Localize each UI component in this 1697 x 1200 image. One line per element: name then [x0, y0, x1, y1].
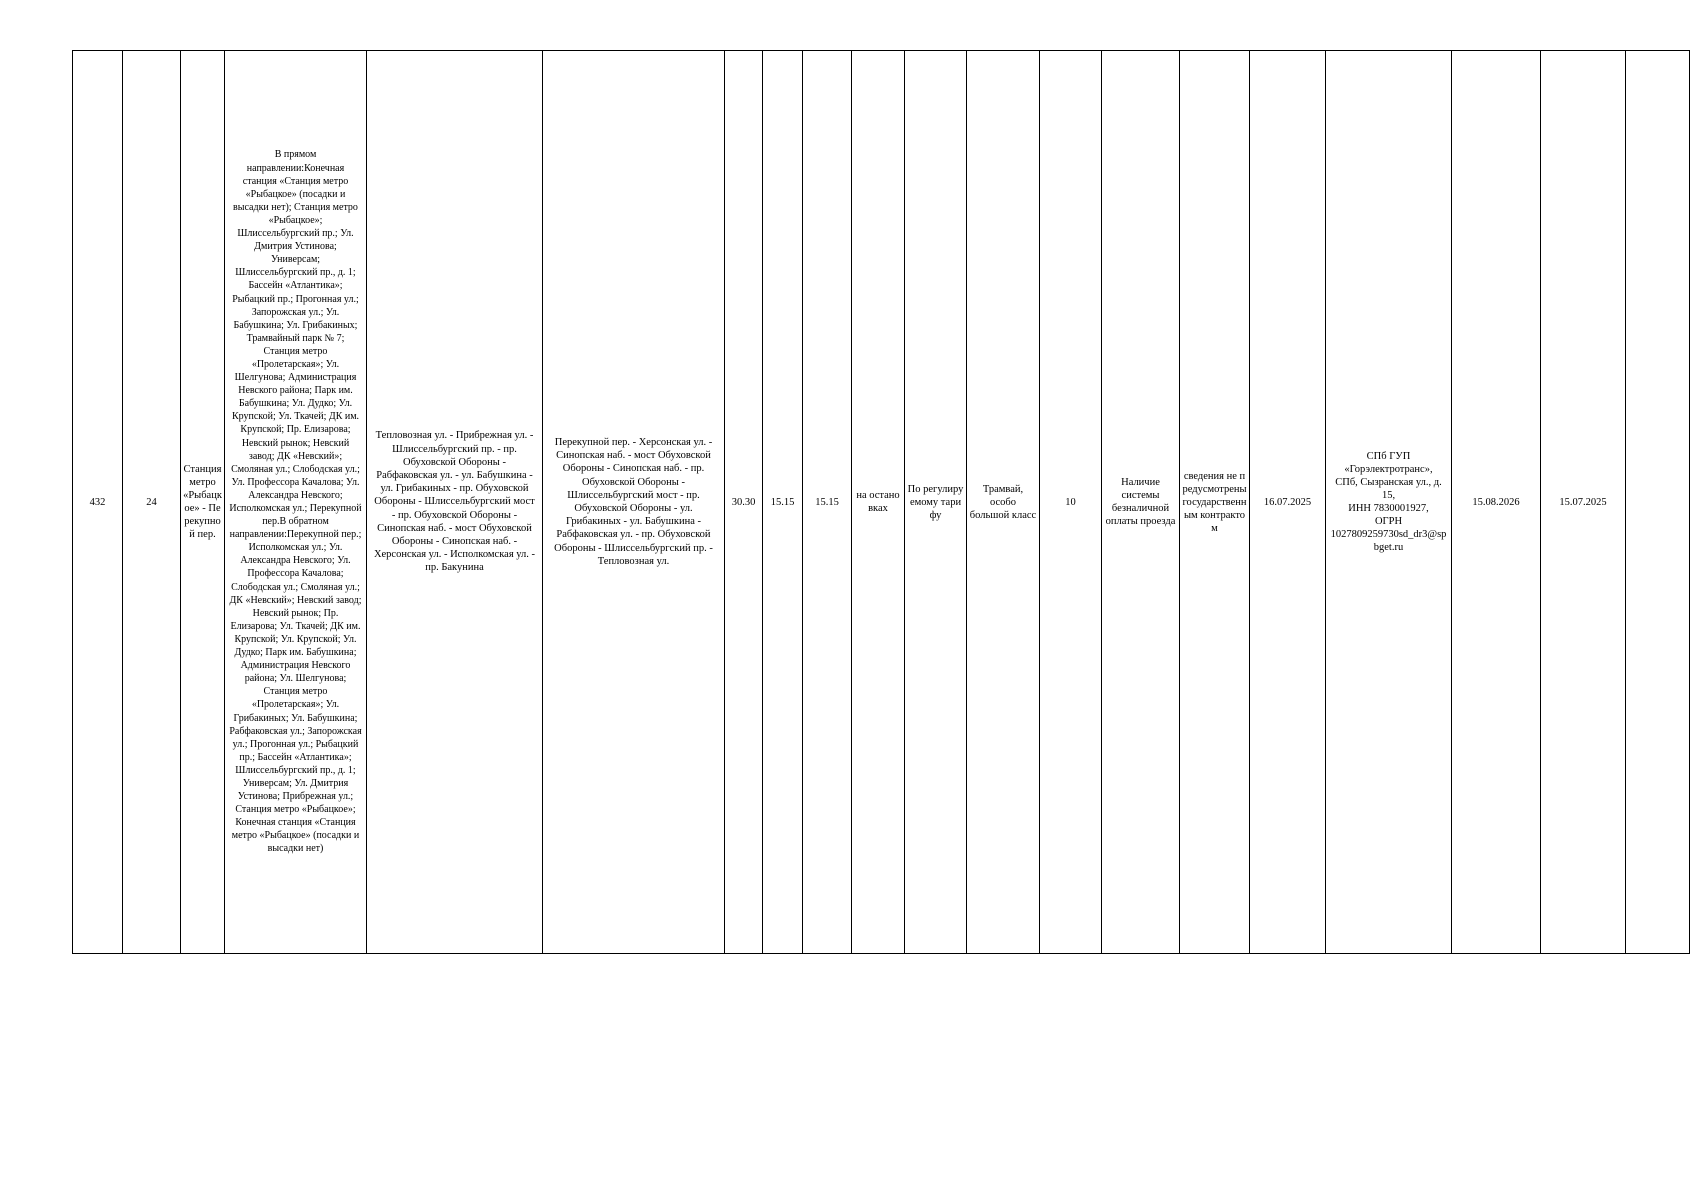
length-total-cell: 30.30	[725, 51, 763, 954]
length-backward-cell: 15.15	[803, 51, 852, 954]
route-number-cell: 24	[123, 51, 181, 954]
decision-date-cell: 15.07.2025	[1541, 51, 1626, 954]
tariff-cell: По регулируемому тарифу	[905, 51, 967, 954]
registry-number-cell: 432	[73, 51, 123, 954]
stops-list-cell: В прямом направлении:Конечная станция «Станция метро «Рыбацкое» (посадки и высадки нет); Станция метро «Рыбацкое»; Шлиссельбургский пр.; Ул. Дмитрия Устинова; Универсам; Шлиссельбургский пр., д. 1; Бассейн «Атлантика»; Рыбацкий пр.; Прогонная ул.; Запорожская ул.; Ул. Бабушкина; Ул. Грибакиных; Трамвайный парк № 7; Станция метро «Пролетарская»; Ул. Шелгунова; Администрация Невского района; Парк им. Бабушкина; Ул. Дудко; Ул. Крупской; Ул. Ткачей; ДК им. Крупской; Пр. Елизарова; Невский рынок; Невский завод; ДК «Невский»; Смоляная ул.; Слободская ул.; Ул. Профессора Качалова; Ул. Александра Невского; Исполкомская ул.; Перекупной пер.В обратном направлении:Перекупной пер.; Исполкомская ул.; Ул. Александра Невского; Ул. Профессора Качалова; Слободская ул.; Смоляная ул.; ДК «Невский»; Невский завод; Невский рынок; Пр. Елизарова; Ул. Ткачей; ДК им. Крупской; Ул. Крупской; Ул. Дудко; Парк им. Бабушкина; Администрация Невского района; Ул. Шелгунова; Станция метро «Пролетарская»; Ул. Грибакиных; Ул. Бабушкина; Рабфаковская ул.; Запорожская ул.; Прогонная ул.; Рыбацкий пр.; Бассейн «Атлантика»; Шлиссельбургский пр., д. 1; Универсам; Ул. Дмитрия Устинова; Прибрежная ул.; Станция метро «Рыбацкое»; Конечная станция «Станция метро «Рыбацкое» (посадки и высадки нет)	[225, 51, 367, 954]
contract-info-cell: сведения не предусмотрены государственным контрактом	[1180, 51, 1250, 954]
start-date-cell: 16.07.2025	[1250, 51, 1326, 954]
table-row	[73, 51, 1690, 954]
carrier-ogrn-email: ОГРН 1027809259730sd_dr3@spbget.ru	[1330, 516, 1447, 553]
route-name-cell: Станция метро «Рыбацкое» - Перекупной пер.	[181, 51, 225, 954]
cashless-payment-cell: Наличие системы безналичной оплаты проезда	[1102, 51, 1180, 954]
carrier-name: СПб ГУП «Горэлектротранс»,	[1344, 451, 1433, 475]
stop-mode-cell: на остановках	[852, 51, 905, 954]
vehicle-type-cell: Трамвай, особо большой класс	[967, 51, 1040, 954]
carrier-cell	[1326, 51, 1452, 954]
length-forward-cell: 15.15	[763, 51, 803, 954]
carrier-address: СПб, Сызранская ул., д. 15,	[1335, 477, 1442, 501]
carrier-inn: ИНН 7830001927,	[1348, 503, 1429, 514]
path-forward-cell: Тепловозная ул. - Прибрежная ул. - Шлиссельбургский пр. - пр. Обуховской Обороны - Рабфаковская ул. - ул. Бабушкина - ул. Грибакиных - пр. Обуховской Обороны - Шлиссельбургский мост - пр. Обуховской Обороны - Синопская наб. - мост Обуховской Обороны - Синопская наб. - Херсонская ул. - Исполкомская ул. - пр. Бакунина	[367, 51, 543, 954]
end-date-cell: 15.08.2026	[1452, 51, 1541, 954]
path-backward-cell: Перекупной пер. - Херсонская ул. - Синопская наб. - мост Обуховской Обороны - Синопская наб. - пр. Обуховской Обороны - Шлиссельбургский мост - пр. Обуховской Обороны - ул. Грибакиных - ул. Бабушкина - Рабфаковская ул. - пр. Обуховской Обороны - Шлиссельбургский пр. - Тепловозная ул.	[543, 51, 725, 954]
route-registry-table	[72, 50, 1690, 954]
extra-cell	[1626, 51, 1690, 954]
vehicle-count-cell: 10	[1040, 51, 1102, 954]
